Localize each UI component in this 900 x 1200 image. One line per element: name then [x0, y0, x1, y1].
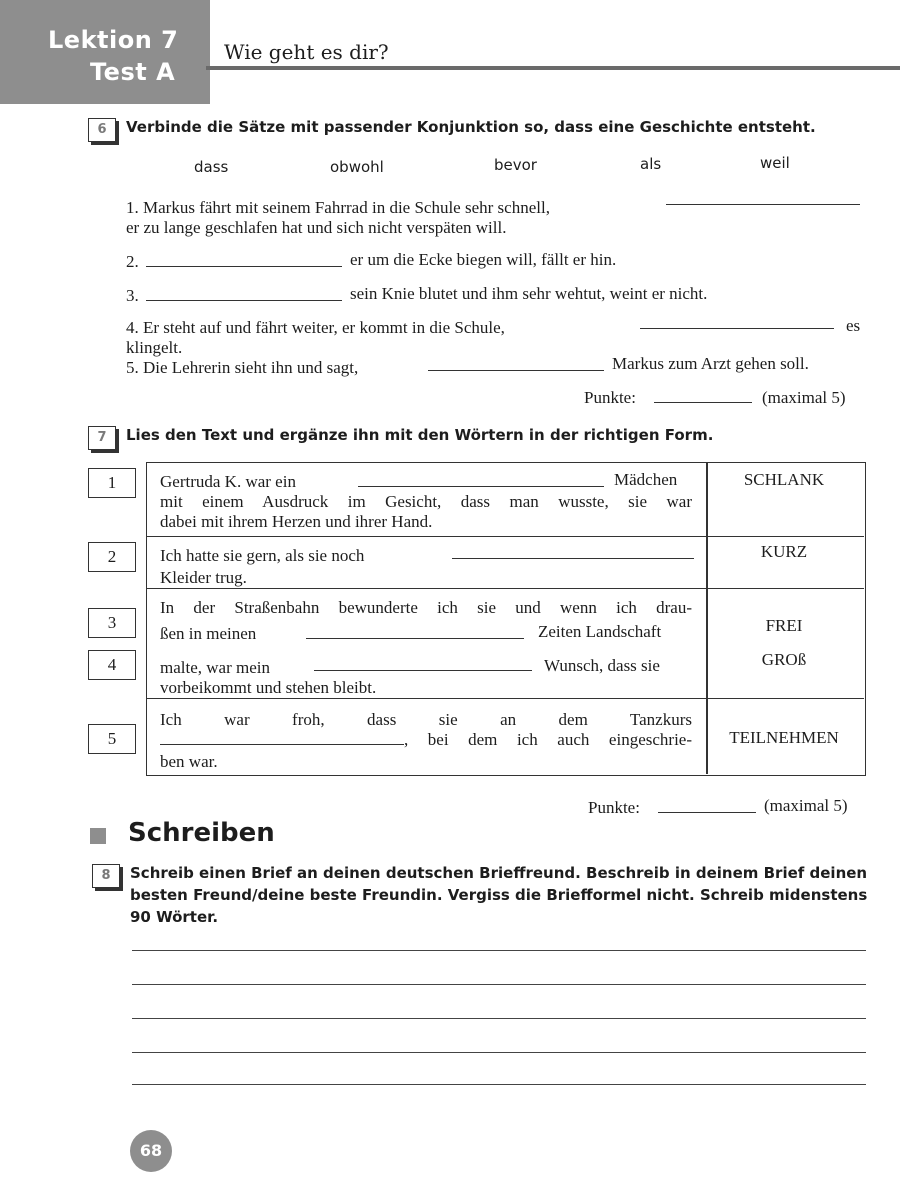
lektion-label: Lektion 7 — [48, 26, 179, 54]
row-number-5: 5 — [88, 724, 136, 754]
table-row-divider — [146, 588, 864, 589]
writing-line[interactable] — [132, 1084, 866, 1085]
task7-punkte-label: Punkte: — [588, 798, 640, 817]
task6-title: Verbinde die Sätze mit passender Konjunktion so, dass eine Geschichte entsteht. — [126, 118, 816, 136]
test-label: Test A — [90, 58, 176, 86]
writing-line[interactable] — [132, 950, 866, 951]
task-number-8: 8 — [92, 864, 120, 888]
row1-text-maedchen: Mädchen — [614, 470, 678, 489]
word-kurz: KURZ — [760, 542, 808, 561]
word-gross: GROß — [761, 650, 807, 669]
section-title: Schreiben — [128, 818, 275, 848]
row1-text-line3: dabei mit ihrem Herzen und ihrer Hand. — [160, 512, 433, 531]
table-row-divider — [146, 698, 864, 699]
sentence-4-end: klingelt. — [126, 338, 183, 357]
sentence-2-number: 2. — [126, 252, 139, 271]
row3-text-end: Zeiten Landschaft — [538, 622, 662, 641]
row-number-2: 2 — [88, 542, 136, 572]
task8-line3: 90 Wörter. — [130, 908, 219, 926]
row4-text-end: Wunsch, dass sie — [544, 656, 660, 675]
table-blank-5[interactable] — [160, 744, 404, 745]
sentence-3-number: 3. — [126, 286, 139, 305]
task7-maximal: (maximal 5) — [764, 796, 848, 815]
row4-text-start: malte, war mein — [160, 658, 270, 677]
row1-text-line2: mit einem Ausdruck im Gesicht, dass man wusste, sie war — [160, 492, 692, 511]
page-number: 68 — [130, 1130, 172, 1172]
table-blank-2[interactable] — [452, 558, 694, 559]
task8-line2: besten Freund/deine beste Freundin. Vergiss die Briefformel nicht. Schreib midenstens — [130, 886, 868, 904]
writing-line[interactable] — [132, 984, 866, 985]
sentence-2: er um die Ecke biegen will, fällt er hin. — [350, 250, 617, 269]
row-number-1: 1 — [88, 468, 136, 498]
sentence-3: sein Knie blutet und ihm sehr wehtut, weint er nicht. — [350, 284, 708, 303]
row-number-3: 3 — [88, 608, 136, 638]
sentence-5-start: 5. Die Lehrerin sieht ihn und sagt, — [126, 358, 359, 377]
task7-title: Lies den Text und ergänze ihn mit den Wörtern in der richtigen Form. — [126, 426, 714, 444]
row4-text-line2: vorbeikommt und stehen bleibt. — [160, 678, 377, 697]
row5-text-line1: Ich war froh, dass sie an dem Tanzkurs — [160, 710, 692, 729]
blank-4[interactable] — [640, 328, 834, 329]
writing-line[interactable] — [132, 1018, 866, 1019]
writing-line[interactable] — [132, 1052, 866, 1053]
task6-punkte-label: Punkte: — [584, 388, 636, 407]
task6-maximal: (maximal 5) — [762, 388, 846, 407]
conjunction-weil: weil — [760, 154, 790, 172]
table-blank-1[interactable] — [358, 486, 604, 487]
row2-text-start: Ich hatte sie gern, als sie noch — [160, 546, 365, 565]
blank-1[interactable] — [666, 204, 860, 205]
conjunction-bevor: bevor — [494, 156, 537, 174]
row3-text-start: ßen in meinen — [160, 624, 257, 643]
conjunction-als: als — [640, 155, 662, 173]
word-teilnehmen: TEILNEHMEN — [729, 728, 839, 747]
section-marker-square — [90, 828, 106, 844]
table-row-divider — [146, 536, 864, 537]
sentence-4-es: es — [846, 316, 861, 335]
conjunction-obwohl: obwohl — [330, 158, 384, 176]
sentence-4-start: 4. Er steht auf und fährt weiter, er kommt in die Schule, — [126, 318, 505, 337]
blank-2[interactable] — [146, 266, 342, 267]
row2-text-line2: Kleider trug. — [160, 568, 247, 587]
sentence-5-end: Markus zum Arzt gehen soll. — [612, 354, 809, 373]
task7-punkte-blank[interactable] — [658, 812, 756, 813]
blank-3[interactable] — [146, 300, 342, 301]
word-schlank: SCHLANK — [743, 470, 825, 489]
task-number-6: 6 — [88, 118, 116, 142]
conjunction-dass: dass — [194, 158, 229, 176]
sentence-1-end: er zu lange geschlafen hat und sich nicht verspäten will. — [126, 218, 507, 237]
blank-5[interactable] — [428, 370, 604, 371]
row1-text-start: Gertruda K. war ein — [160, 472, 296, 491]
header-rule — [206, 66, 900, 70]
task8-line1: Schreib einen Brief an deinen deutschen Brieffreund. Beschreib in deinem Brief deinen — [130, 864, 868, 882]
sentence-1-start: 1. Markus fährt mit seinem Fahrrad in die Schule sehr schnell, — [126, 198, 550, 217]
table-blank-3[interactable] — [306, 638, 524, 639]
row5-text-line3: ben war. — [160, 752, 218, 771]
row5-text-line2: , bei dem ich auch eingeschrie- — [404, 730, 692, 749]
task-number-7: 7 — [88, 426, 116, 450]
table-blank-4[interactable] — [314, 670, 532, 671]
task6-punkte-blank[interactable] — [654, 402, 752, 403]
page-topic: Wie geht es dir? — [224, 40, 389, 64]
row3-text-line1: In der Straßenbahn bewunderte ich sie und wenn ich drau- — [160, 598, 692, 617]
row-number-4: 4 — [88, 650, 136, 680]
word-frei: FREI — [765, 616, 803, 635]
